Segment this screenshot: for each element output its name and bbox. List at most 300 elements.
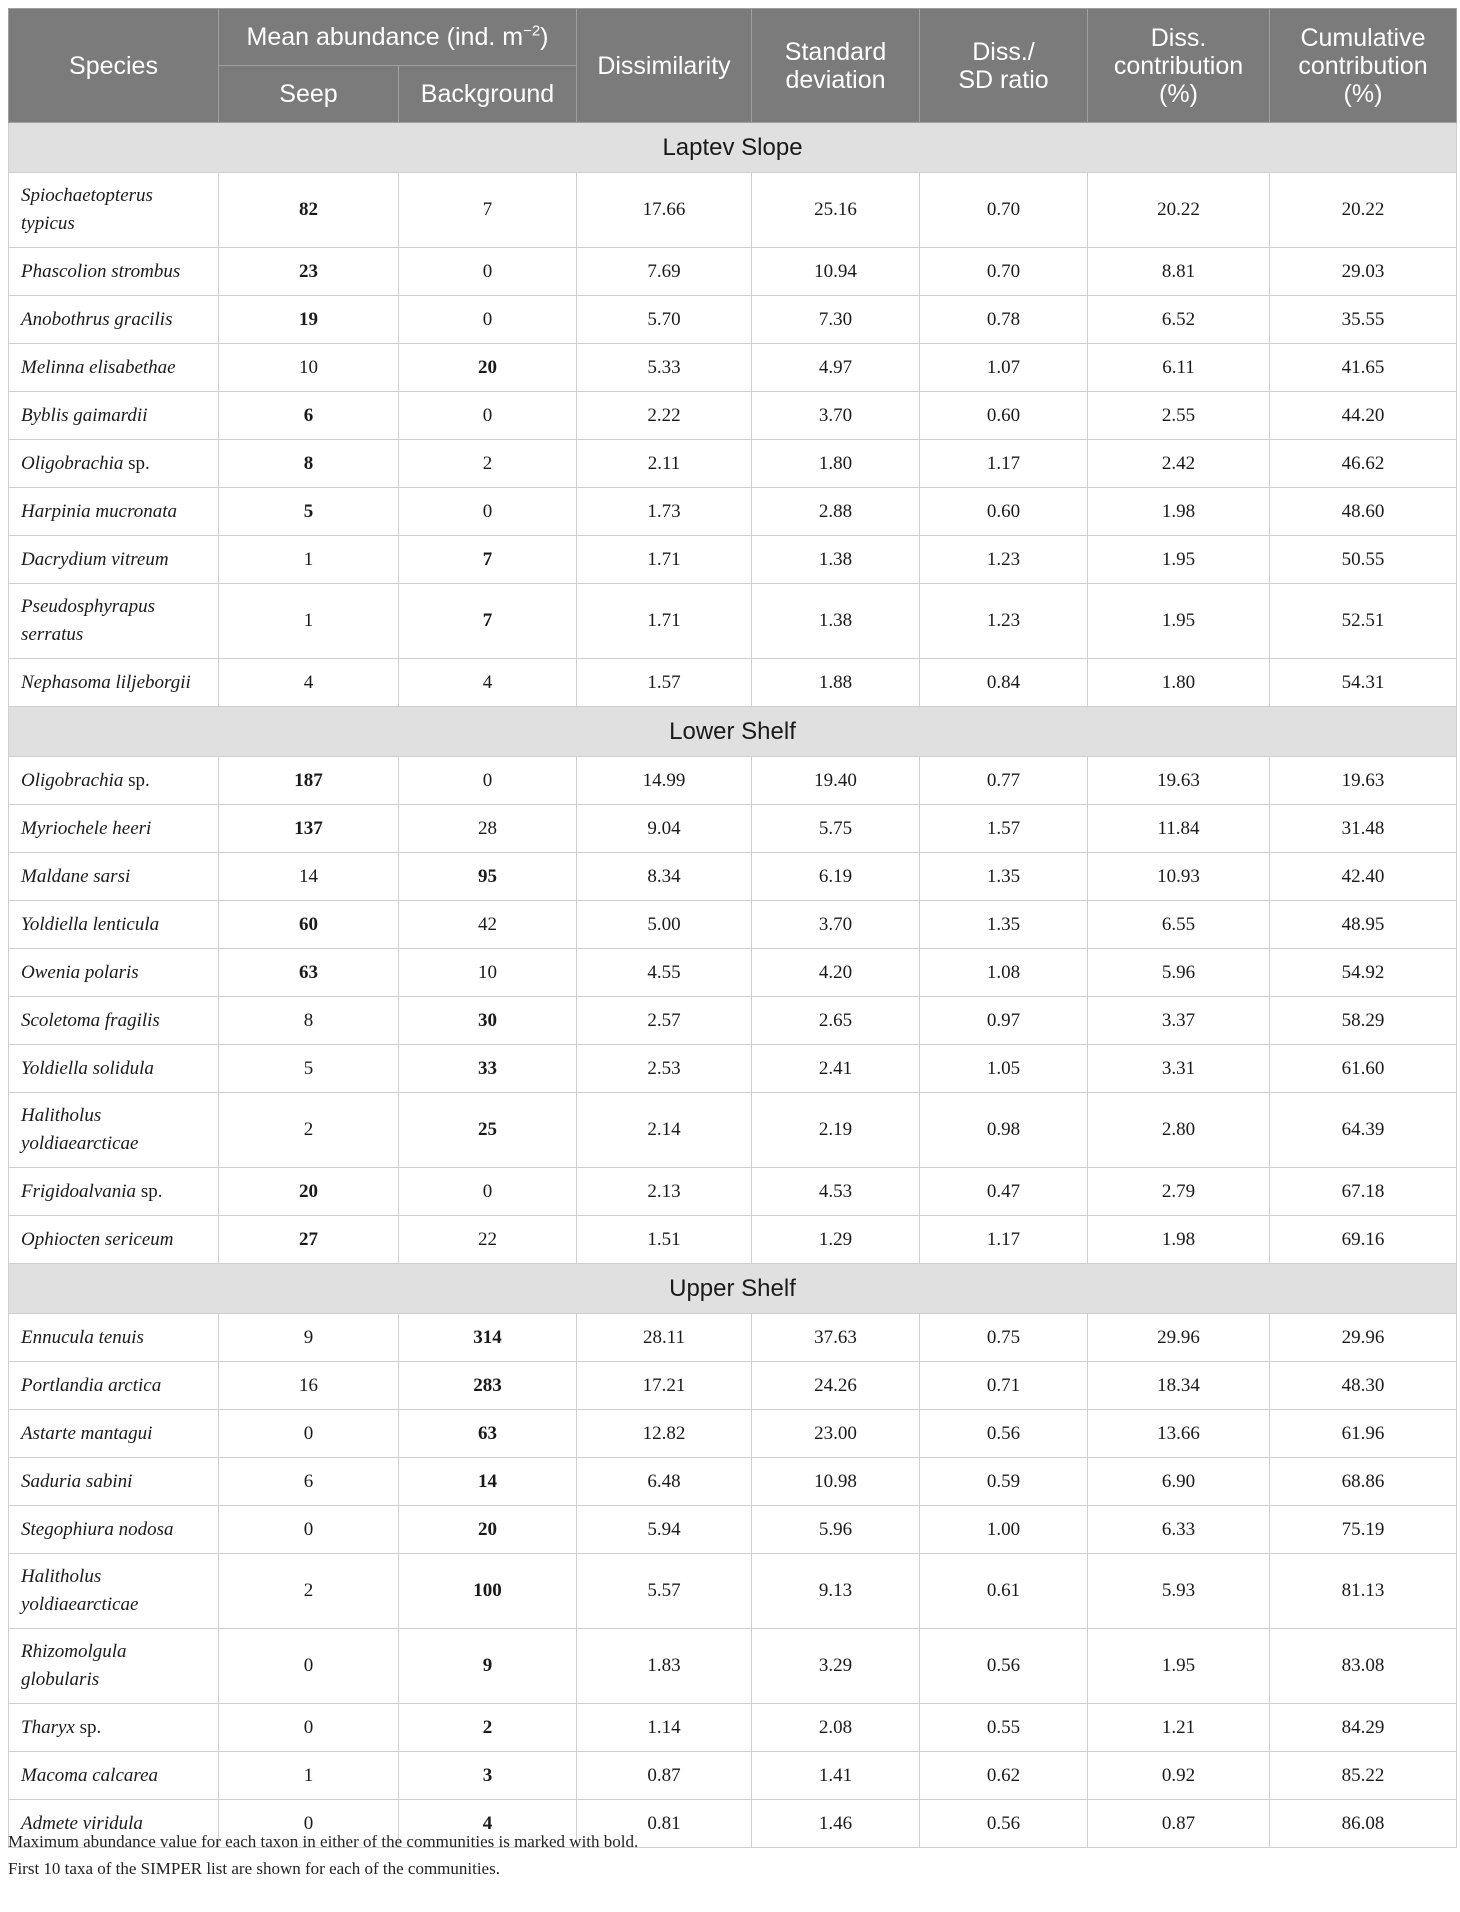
background-value: 20: [399, 1506, 577, 1554]
species-genus: Ophiocten sericeum: [21, 1228, 174, 1250]
contribution-value: 8.81: [1088, 248, 1270, 296]
ratio-value: 0.84: [920, 659, 1088, 707]
ratio-value: 1.57: [920, 805, 1088, 853]
species-name: [9, 805, 219, 853]
contribution-value: 1.95: [1088, 584, 1270, 659]
dissimilarity-value: 2.57: [577, 997, 752, 1045]
cumulative-value: 41.65: [1270, 344, 1457, 392]
seep-value: 82: [219, 173, 399, 248]
table-row: [9, 173, 1457, 248]
table-footnotes: [8, 1828, 638, 1882]
dissimilarity-value: 1.73: [577, 488, 752, 536]
table-row: [9, 1554, 1457, 1629]
species-epithet: globularis: [21, 1669, 100, 1690]
ratio-value: 1.23: [920, 536, 1088, 584]
cumulative-value: 29.03: [1270, 248, 1457, 296]
table-row: [9, 1704, 1457, 1752]
background-value: 0: [399, 1168, 577, 1216]
sd-value: 5.96: [752, 1506, 920, 1554]
species-genus: Stegophiura nodosa: [21, 1518, 174, 1540]
contribution-value: 5.96: [1088, 949, 1270, 997]
sd-value: 1.29: [752, 1216, 920, 1264]
species-name: [9, 1506, 219, 1554]
contribution-value: 0.92: [1088, 1752, 1270, 1800]
sd-value: 1.38: [752, 536, 920, 584]
species-suffix: sp.: [79, 1716, 102, 1738]
table-row: [9, 949, 1457, 997]
dissimilarity-value: 9.04: [577, 805, 752, 853]
ratio-value: 1.35: [920, 853, 1088, 901]
table-row: [9, 440, 1457, 488]
table-row: [9, 1093, 1457, 1168]
sd-value: 1.88: [752, 659, 920, 707]
sd-value: 2.08: [752, 1704, 920, 1752]
species-epithet: yoldiaearcticae: [21, 1133, 139, 1154]
sd-value: 37.63: [752, 1314, 920, 1362]
cumulative-value: 64.39: [1270, 1093, 1457, 1168]
group-title: Upper Shelf: [9, 1264, 1457, 1314]
ratio-value: 1.05: [920, 1045, 1088, 1093]
group-row: [9, 123, 1457, 173]
ratio-value: 0.70: [920, 173, 1088, 248]
seep-value: 8: [219, 440, 399, 488]
species-genus: Owenia polaris: [21, 961, 139, 983]
species-name: [9, 853, 219, 901]
ratio-value: 0.56: [920, 1629, 1088, 1704]
species-genus: Melinna elisabethae: [21, 356, 176, 378]
table-row: [9, 1216, 1457, 1264]
ratio-value: 1.23: [920, 584, 1088, 659]
species-name: [9, 1314, 219, 1362]
table-row: [9, 1045, 1457, 1093]
dissimilarity-value: 6.48: [577, 1458, 752, 1506]
dissimilarity-value: 0.81: [577, 1800, 752, 1848]
species-genus: Scoletoma fragilis: [21, 1009, 160, 1031]
species-genus: Pseudosphyrapus: [21, 596, 156, 617]
cumulative-value: 48.60: [1270, 488, 1457, 536]
sd-value: 1.80: [752, 440, 920, 488]
species-genus: Rhizomolgula: [21, 1641, 127, 1662]
cumulative-value: 48.30: [1270, 1362, 1457, 1410]
contribution-value: 2.80: [1088, 1093, 1270, 1168]
species-name: [9, 488, 219, 536]
background-value: 3: [399, 1752, 577, 1800]
dissimilarity-value: 2.53: [577, 1045, 752, 1093]
ratio-value: 0.77: [920, 757, 1088, 805]
sd-value: 4.20: [752, 949, 920, 997]
species-genus: Oligobrachia: [21, 769, 124, 791]
cumulative-value: 86.08: [1270, 1800, 1457, 1848]
sd-value: 5.75: [752, 805, 920, 853]
contribution-value: 1.95: [1088, 536, 1270, 584]
species-name: [9, 1752, 219, 1800]
table-row: [9, 1362, 1457, 1410]
species-name: [9, 440, 219, 488]
cumulative-value: 81.13: [1270, 1554, 1457, 1629]
cumulative-value: 58.29: [1270, 997, 1457, 1045]
species-genus: Saduria sabini: [21, 1470, 133, 1492]
sd-value: 3.70: [752, 392, 920, 440]
simper-table: [8, 8, 1457, 1848]
sd-value: 23.00: [752, 1410, 920, 1458]
background-value: 0: [399, 757, 577, 805]
species-genus: Portlandia arctica: [21, 1374, 162, 1396]
contribution-value: 18.34: [1088, 1362, 1270, 1410]
seep-value: 0: [219, 1704, 399, 1752]
table-row: [9, 1410, 1457, 1458]
ratio-value: 0.97: [920, 997, 1088, 1045]
table-row: [9, 344, 1457, 392]
contribution-value: 5.93: [1088, 1554, 1270, 1629]
dissimilarity-value: 1.57: [577, 659, 752, 707]
cumulative-value: 84.29: [1270, 1704, 1457, 1752]
species-name: [9, 1458, 219, 1506]
sd-value: 2.19: [752, 1093, 920, 1168]
background-value: 4: [399, 659, 577, 707]
seep-value: 19: [219, 296, 399, 344]
dissimilarity-value: 5.33: [577, 344, 752, 392]
background-value: 0: [399, 488, 577, 536]
ratio-value: 0.75: [920, 1314, 1088, 1362]
cumulative-value: 67.18: [1270, 1168, 1457, 1216]
table-row: [9, 805, 1457, 853]
species-epithet: yoldiaearcticae: [21, 1594, 139, 1615]
group-title: Lower Shelf: [9, 707, 1457, 757]
sd-value: 2.88: [752, 488, 920, 536]
sd-value: 1.46: [752, 1800, 920, 1848]
species-genus: Tharyx: [21, 1716, 75, 1738]
species-genus: Ennucula tenuis: [21, 1326, 144, 1348]
species-genus: Yoldiella lenticula: [21, 913, 160, 935]
header-species: Species: [9, 9, 219, 123]
species-name: [9, 901, 219, 949]
background-value: 0: [399, 248, 577, 296]
seep-value: 16: [219, 1362, 399, 1410]
species-suffix: sp.: [140, 1180, 163, 1202]
background-value: 9: [399, 1629, 577, 1704]
cumulative-value: 69.16: [1270, 1216, 1457, 1264]
species-genus: Yoldiella solidula: [21, 1057, 154, 1079]
species-name: [9, 248, 219, 296]
table-row: [9, 536, 1457, 584]
contribution-value: 1.21: [1088, 1704, 1270, 1752]
sd-value: 4.97: [752, 344, 920, 392]
background-value: 14: [399, 1458, 577, 1506]
ratio-value: 0.71: [920, 1362, 1088, 1410]
ratio-value: 0.56: [920, 1410, 1088, 1458]
contribution-value: 3.37: [1088, 997, 1270, 1045]
table-row: [9, 757, 1457, 805]
species-name: [9, 173, 219, 248]
table-body: [9, 123, 1457, 1848]
sd-value: 1.41: [752, 1752, 920, 1800]
sd-value: 4.53: [752, 1168, 920, 1216]
table-row: [9, 1314, 1457, 1362]
header-diss-contribution: Diss. contribution (%): [1088, 9, 1270, 123]
contribution-value: 6.55: [1088, 901, 1270, 949]
species-name: [9, 1410, 219, 1458]
simper-table-container: [8, 8, 1456, 1848]
contribution-value: 11.84: [1088, 805, 1270, 853]
group-row: [9, 1264, 1457, 1314]
contribution-value: 1.80: [1088, 659, 1270, 707]
contribution-value: 6.11: [1088, 344, 1270, 392]
species-name: [9, 1093, 219, 1168]
cumulative-value: 83.08: [1270, 1629, 1457, 1704]
cumulative-value: 54.92: [1270, 949, 1457, 997]
table-row: [9, 659, 1457, 707]
sd-value: 25.16: [752, 173, 920, 248]
ratio-value: 1.07: [920, 344, 1088, 392]
ratio-value: 0.98: [920, 1093, 1088, 1168]
header-standard-deviation: Standard deviation: [752, 9, 920, 123]
species-genus: Macoma calcarea: [21, 1764, 158, 1786]
species-genus: Halitholus: [21, 1105, 102, 1126]
background-value: 20: [399, 344, 577, 392]
species-name: [9, 997, 219, 1045]
cumulative-value: 54.31: [1270, 659, 1457, 707]
species-name: [9, 949, 219, 997]
species-genus: Nephasoma liljeborgii: [21, 671, 191, 693]
ratio-value: 1.17: [920, 440, 1088, 488]
species-name: [9, 296, 219, 344]
seep-value: 137: [219, 805, 399, 853]
ratio-value: 1.08: [920, 949, 1088, 997]
sd-value: 24.26: [752, 1362, 920, 1410]
dissimilarity-value: 5.94: [577, 1506, 752, 1554]
ratio-value: 1.00: [920, 1506, 1088, 1554]
sd-value: 2.41: [752, 1045, 920, 1093]
sd-value: 19.40: [752, 757, 920, 805]
dissimilarity-value: 5.57: [577, 1554, 752, 1629]
seep-value: 5: [219, 488, 399, 536]
background-value: 0: [399, 296, 577, 344]
sd-value: 7.30: [752, 296, 920, 344]
dissimilarity-value: 2.13: [577, 1168, 752, 1216]
background-value: 25: [399, 1093, 577, 1168]
header-diss-sd-ratio: Diss./ SD ratio: [920, 9, 1088, 123]
seep-value: 0: [219, 1410, 399, 1458]
species-name: [9, 1704, 219, 1752]
table-row: [9, 584, 1457, 659]
seep-value: 6: [219, 392, 399, 440]
species-genus: Admete viridula: [21, 1812, 143, 1834]
seep-value: 6: [219, 1458, 399, 1506]
header-background: Background: [399, 66, 577, 123]
species-epithet: serratus: [21, 624, 84, 645]
background-value: 22: [399, 1216, 577, 1264]
seep-value: 0: [219, 1506, 399, 1554]
cumulative-value: 46.62: [1270, 440, 1457, 488]
dissimilarity-value: 0.87: [577, 1752, 752, 1800]
species-name: [9, 344, 219, 392]
dissimilarity-value: 1.14: [577, 1704, 752, 1752]
species-genus: Frigidoalvania: [21, 1180, 137, 1202]
table-row: [9, 392, 1457, 440]
seep-value: 0: [219, 1629, 399, 1704]
seep-value: 10: [219, 344, 399, 392]
cumulative-value: 52.51: [1270, 584, 1457, 659]
contribution-value: 6.33: [1088, 1506, 1270, 1554]
background-value: 10: [399, 949, 577, 997]
sd-value: 9.13: [752, 1554, 920, 1629]
cumulative-value: 29.96: [1270, 1314, 1457, 1362]
ratio-value: 0.60: [920, 392, 1088, 440]
species-name: [9, 392, 219, 440]
contribution-value: 3.31: [1088, 1045, 1270, 1093]
species-name: [9, 659, 219, 707]
table-row: [9, 901, 1457, 949]
background-value: 2: [399, 440, 577, 488]
species-genus: Myriochele heeri: [21, 817, 152, 839]
background-value: 4: [399, 1800, 577, 1848]
contribution-value: 1.98: [1088, 1216, 1270, 1264]
background-value: 33: [399, 1045, 577, 1093]
species-genus: Maldane sarsi: [21, 865, 131, 887]
sd-value: 3.29: [752, 1629, 920, 1704]
background-value: 7: [399, 536, 577, 584]
species-name: [9, 1362, 219, 1410]
contribution-value: 10.93: [1088, 853, 1270, 901]
header-cumulative-contribution: Cumulative contribution (%): [1270, 9, 1457, 123]
cumulative-value: 48.95: [1270, 901, 1457, 949]
species-genus: Phascolion strombus: [21, 260, 181, 282]
table-row: [9, 997, 1457, 1045]
contribution-value: 29.96: [1088, 1314, 1270, 1362]
sd-value: 2.65: [752, 997, 920, 1045]
ratio-value: 0.47: [920, 1168, 1088, 1216]
seep-value: 187: [219, 757, 399, 805]
cumulative-value: 44.20: [1270, 392, 1457, 440]
cumulative-value: 20.22: [1270, 173, 1457, 248]
table-header: [9, 9, 1457, 123]
sd-value: 1.38: [752, 584, 920, 659]
sd-value: 3.70: [752, 901, 920, 949]
ratio-value: 0.70: [920, 248, 1088, 296]
table-row: [9, 248, 1457, 296]
species-genus: Halitholus: [21, 1566, 102, 1587]
ratio-value: 0.78: [920, 296, 1088, 344]
cumulative-value: 50.55: [1270, 536, 1457, 584]
dissimilarity-value: 7.69: [577, 248, 752, 296]
seep-value: 2: [219, 1554, 399, 1629]
species-name: [9, 757, 219, 805]
seep-value: 9: [219, 1314, 399, 1362]
table-row: [9, 1458, 1457, 1506]
seep-value: 5: [219, 1045, 399, 1093]
dissimilarity-value: 17.66: [577, 173, 752, 248]
contribution-value: 6.90: [1088, 1458, 1270, 1506]
ratio-value: 1.35: [920, 901, 1088, 949]
dissimilarity-value: 2.11: [577, 440, 752, 488]
dissimilarity-value: 1.71: [577, 536, 752, 584]
cumulative-value: 42.40: [1270, 853, 1457, 901]
seep-value: 0: [219, 1800, 399, 1848]
background-value: 283: [399, 1362, 577, 1410]
cumulative-value: 61.60: [1270, 1045, 1457, 1093]
cumulative-value: 19.63: [1270, 757, 1457, 805]
seep-value: 8: [219, 997, 399, 1045]
sd-value: 10.94: [752, 248, 920, 296]
seep-value: 2: [219, 1093, 399, 1168]
species-name: [9, 1554, 219, 1629]
seep-value: 1: [219, 584, 399, 659]
table-row: [9, 1506, 1457, 1554]
background-value: 95: [399, 853, 577, 901]
seep-value: 23: [219, 248, 399, 296]
table-row: [9, 1168, 1457, 1216]
species-name: [9, 1629, 219, 1704]
table-row: [9, 853, 1457, 901]
background-value: 63: [399, 1410, 577, 1458]
dissimilarity-value: 2.14: [577, 1093, 752, 1168]
seep-value: 60: [219, 901, 399, 949]
dissimilarity-value: 1.83: [577, 1629, 752, 1704]
background-value: 30: [399, 997, 577, 1045]
species-suffix: sp.: [128, 769, 150, 791]
background-value: 7: [399, 584, 577, 659]
cumulative-value: 75.19: [1270, 1506, 1457, 1554]
dissimilarity-value: 1.71: [577, 584, 752, 659]
header-dissimilarity: Dissimilarity: [577, 9, 752, 123]
species-genus: Spiochaetopterus: [21, 185, 153, 206]
species-name: [9, 536, 219, 584]
dissimilarity-value: 17.21: [577, 1362, 752, 1410]
dissimilarity-value: 12.82: [577, 1410, 752, 1458]
cumulative-value: 35.55: [1270, 296, 1457, 344]
cumulative-value: 61.96: [1270, 1410, 1457, 1458]
background-value: 100: [399, 1554, 577, 1629]
dissimilarity-value: 1.51: [577, 1216, 752, 1264]
ratio-value: 0.55: [920, 1704, 1088, 1752]
seep-value: 4: [219, 659, 399, 707]
cumulative-value: 31.48: [1270, 805, 1457, 853]
contribution-value: 20.22: [1088, 173, 1270, 248]
footnote-bold: Maximum abundance value for each taxon in either of the communities is marked with bold.: [8, 1832, 639, 1851]
background-value: 42: [399, 901, 577, 949]
dissimilarity-value: 5.70: [577, 296, 752, 344]
group-title: Laptev Slope: [9, 123, 1457, 173]
contribution-value: 2.79: [1088, 1168, 1270, 1216]
species-genus: Astarte mantagui: [21, 1422, 153, 1444]
species-genus: Dacrydium vitreum: [21, 548, 169, 570]
seep-value: 1: [219, 1752, 399, 1800]
dissimilarity-value: 4.55: [577, 949, 752, 997]
table-row: [9, 1752, 1457, 1800]
dissimilarity-value: 8.34: [577, 853, 752, 901]
contribution-value: 19.63: [1088, 757, 1270, 805]
ratio-value: 0.59: [920, 1458, 1088, 1506]
seep-value: 63: [219, 949, 399, 997]
species-genus: Anobothrus gracilis: [21, 308, 173, 330]
dissimilarity-value: 5.00: [577, 901, 752, 949]
table-row: [9, 1629, 1457, 1704]
cumulative-value: 85.22: [1270, 1752, 1457, 1800]
sd-value: 6.19: [752, 853, 920, 901]
contribution-value: 6.52: [1088, 296, 1270, 344]
ratio-value: 0.56: [920, 1800, 1088, 1848]
table-row: [9, 488, 1457, 536]
species-genus: Harpinia mucronata: [21, 500, 178, 522]
background-value: 7: [399, 173, 577, 248]
cumulative-value: 68.86: [1270, 1458, 1457, 1506]
contribution-value: 13.66: [1088, 1410, 1270, 1458]
background-value: 28: [399, 805, 577, 853]
group-row: [9, 707, 1457, 757]
ratio-value: 0.60: [920, 488, 1088, 536]
species-name: [9, 584, 219, 659]
footnote-simper: First 10 taxa of the SIMPER list are shown for each of the communities.: [8, 1859, 500, 1878]
